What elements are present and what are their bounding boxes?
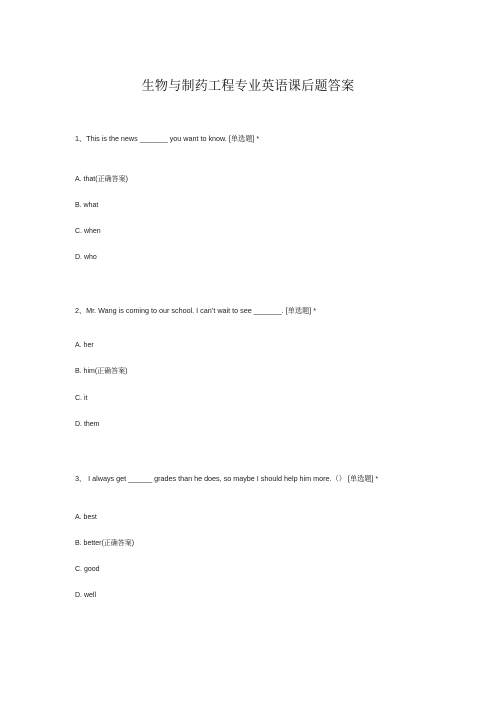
question-2-option-d: D. them bbox=[75, 421, 100, 428]
question-1-option-a: A. that(正确答案) bbox=[75, 176, 128, 183]
question-2-stem: 2、Mr. Wang is coming to our school. I can’t wait to see _______. [单选题] * bbox=[75, 306, 317, 315]
question-3-option-d: D. well bbox=[75, 592, 97, 599]
question-3-option-a: A. best bbox=[75, 514, 97, 521]
question-2-option-c: C. it bbox=[75, 395, 88, 402]
question-1-stem: 1、This is the news _______ you want to know. [单选题] * bbox=[75, 134, 260, 143]
question-2-option-b: B. him(正确答案) bbox=[75, 368, 128, 375]
question-3-stem: 3、 I always get ______ grades than he does, so maybe I should help him more.（） [单选题] * bbox=[75, 474, 379, 483]
page-title: 生物与制药工程专业英语课后题答案 bbox=[141, 78, 355, 93]
question-2-option-a: A. her bbox=[75, 342, 94, 349]
question-1-option-c: C. when bbox=[75, 228, 101, 235]
question-1-option-d: D. who bbox=[75, 254, 97, 261]
question-1-option-b: B. what bbox=[75, 202, 99, 209]
question-3-option-c: C. good bbox=[75, 566, 100, 573]
question-3-option-b: B. better(正确答案) bbox=[75, 540, 135, 547]
